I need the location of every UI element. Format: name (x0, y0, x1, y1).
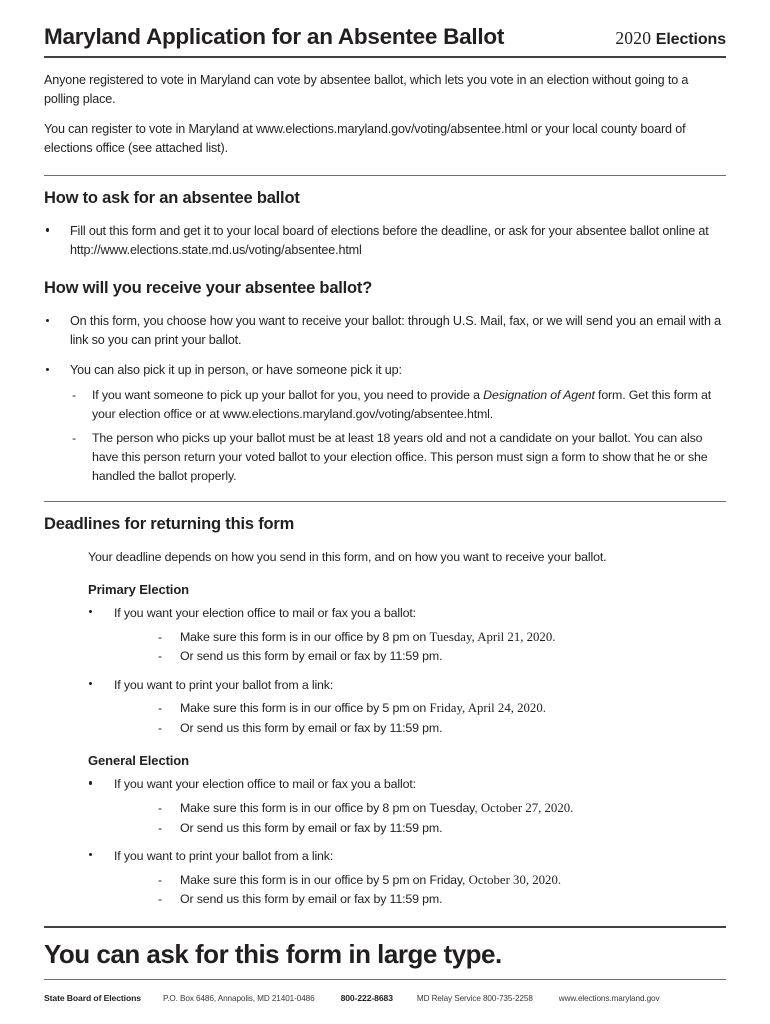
dash-icon: - (158, 872, 162, 887)
heading-deadlines: Deadlines for returning this form (44, 515, 295, 534)
sub-text-suffix: form. Get this form at your election office or at www.elections.maryland.gov/voting/absentee.html. (92, 388, 712, 421)
how-receive-section (44, 279, 726, 485)
dash-icon: - (158, 892, 162, 907)
bullet-dot-icon (46, 368, 49, 371)
subheading-general-election: General Election (88, 753, 189, 769)
list-item-text: Fill out this form and get it to your local board of elections before the deadline, or ask for your absentee ballot online at http://www.elections.state.md.us/voting/absentee.html (70, 223, 709, 257)
header-elections-word: Elections (655, 31, 726, 48)
bullet-dot-icon (89, 610, 92, 613)
sub-list (114, 799, 726, 838)
dash-icon: - (158, 649, 162, 664)
deadline-date: Tuesday, April 21, 2020. (429, 629, 556, 644)
header-election-year-label (615, 28, 726, 49)
page-title: Maryland Application for an Absentee Ballot (44, 24, 505, 49)
document-footer (44, 993, 726, 1003)
sub-list-item (158, 699, 726, 719)
how-to-ask-section (44, 189, 726, 260)
list-item (88, 847, 726, 910)
sub-list (114, 871, 726, 910)
sub-list-item (158, 799, 726, 819)
list-item (88, 676, 726, 739)
dash-icon: - (158, 721, 162, 736)
bullet-dot-icon (89, 781, 92, 784)
deadlines-section (44, 515, 726, 909)
dash-icon: - (158, 629, 162, 644)
sub-list-item (158, 871, 726, 891)
bullet-dot-icon (46, 228, 49, 231)
dash-icon: - (72, 388, 76, 403)
dash-icon: - (158, 800, 162, 815)
footer-phone: 800-222-8683 (340, 992, 393, 1003)
sub-list-item (158, 890, 726, 909)
sub-list-item (158, 819, 726, 838)
header-divider (44, 56, 726, 58)
sub-list (114, 699, 726, 738)
bullet-dot-icon (46, 319, 49, 322)
sub-list-item-text: Or send us this form by email or fax by 11:59 pm. (180, 892, 443, 907)
list-item (88, 775, 726, 838)
divider-before-footer (44, 979, 726, 980)
list-item-text: If you want to print your ballot from a link: (114, 848, 334, 863)
dash-icon: - (158, 820, 162, 835)
list-item (44, 312, 726, 350)
sub-list-item-text: Make sure this form is in our office by 8 pm on (180, 629, 430, 644)
bullet-dot-icon (89, 682, 92, 685)
general-election-bullets (88, 775, 726, 909)
heading-how-to-ask: How to ask for an absentee ballot (44, 188, 300, 207)
primary-election-bullets (88, 604, 726, 738)
list-item-text: If you want your election office to mail or fax you a ballot: (114, 777, 416, 792)
sub-list-item-text: Make sure this form is in our office by 5 pm on (180, 701, 430, 716)
sub-list-item-text: Or send us this form by email or fax by 11:59 pm. (180, 721, 443, 736)
deadlines-intro-text: Your deadline depends on how you send in this form, and on how you want to receive your ballot. (88, 550, 607, 565)
footer-website[interactable]: www.elections.maryland.gov (558, 993, 660, 1003)
list-item (44, 222, 726, 260)
intro-paragraph-2: You can register to vote in Maryland at www.elections.maryland.gov/voting/absentee.html or your local county board of elections office (see attached list). (44, 122, 686, 156)
dash-icon: - (158, 701, 162, 716)
bullet-dot-icon (89, 853, 92, 856)
sub-list-item-text: Make sure this form is in our office by 5 pm on Friday, (180, 872, 469, 887)
sub-list-item-text: Make sure this form is in our office by 8 pm on Tuesday, (180, 800, 481, 815)
footer-address: P.O. Box 6486, Annapolis, MD 21401-0486 (162, 993, 315, 1003)
intro-section (44, 71, 726, 159)
designation-of-agent-title: Designation of Agent (483, 388, 595, 403)
footer-organization: State Board of Elections (44, 992, 141, 1003)
sub-text-prefix: If you want someone to pick up your ballot for you, you need to provide a (92, 388, 484, 403)
sub-list-item (158, 719, 726, 738)
how-to-ask-bullet-list (44, 222, 726, 260)
how-receive-sub-list (70, 386, 726, 485)
deadline-group-primary (88, 582, 726, 738)
header-year: 2020 (615, 28, 652, 48)
sub-list-item (70, 429, 726, 485)
intro-paragraph-1: Anyone registered to vote in Maryland can vote by absentee ballot, which lets you vote in an election without going to a polling place. (44, 73, 689, 107)
dash-icon: - (72, 431, 76, 446)
subheading-primary-election: Primary Election (88, 581, 189, 597)
list-item-text: If you want your election office to mail or fax you a ballot: (114, 605, 416, 620)
sub-list (114, 628, 726, 667)
how-receive-bullet-list (44, 312, 726, 485)
sub-list-item-text: Or send us this form by email or fax by 11:59 pm. (180, 820, 443, 835)
list-item-text: You can also pick it up in person, or have someone pick it up: (70, 363, 402, 378)
sub-list-item (70, 386, 726, 423)
sub-list-item (158, 647, 726, 666)
sub-list-item-text (92, 388, 711, 421)
deadline-date: Friday, April 24, 2020. (429, 701, 546, 716)
sub-list-item (158, 628, 726, 648)
heading-how-receive: How will you receive your absentee ballot? (44, 278, 373, 297)
deadline-group-general (88, 753, 726, 909)
large-type-callout: You can ask for this form in large type. (44, 938, 502, 969)
sub-list-item-text: Or send us this form by email or fax by 11:59 pm. (180, 649, 443, 664)
list-item-text: On this form, you choose how you want to receive your ballot: through U.S. Mail, fax, or we will send you an email with a link so you can print your ballot. (70, 313, 722, 347)
document-header (44, 24, 726, 56)
list-item (44, 361, 726, 485)
deadline-date: October 27, 2020. (480, 800, 574, 815)
deadline-date: October 30, 2020. (468, 872, 562, 887)
list-item (88, 604, 726, 667)
sub-list-item-text: The person who picks up your ballot must be at least 18 years old and not a candidate on your ballot. You can also have this person return your voted ballot to your election office. This person must sign a form to show that he or she handled the ballot properly. (92, 431, 708, 483)
list-item-text: If you want to print your ballot from a link: (114, 677, 334, 692)
footer-relay-service: MD Relay Service 800-735-2258 (416, 993, 533, 1003)
